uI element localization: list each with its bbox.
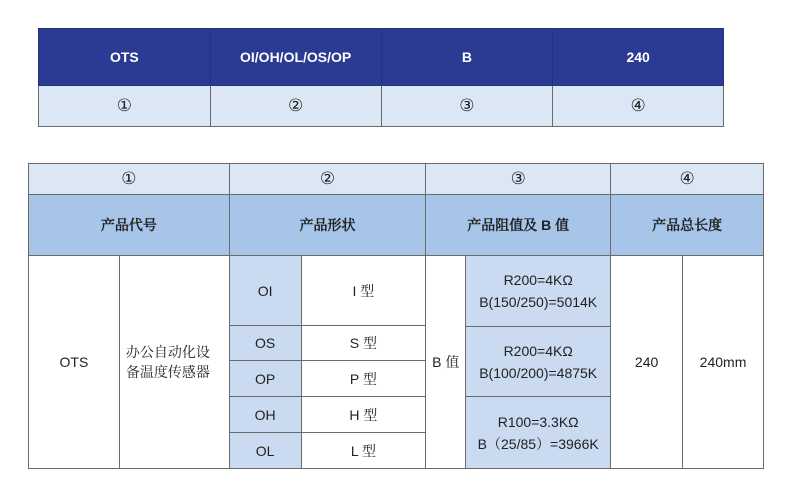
code-number-cell: ① xyxy=(39,86,211,127)
b-value: B(150/250)=5014K xyxy=(479,294,598,310)
spec-number-cell: ③ xyxy=(426,164,611,195)
product-code-desc-cell xyxy=(119,256,229,469)
resistance-cell xyxy=(466,256,611,327)
resistance-value: R200=4KΩ xyxy=(503,272,573,288)
shape-name-cell: S 型 xyxy=(301,326,426,361)
spec-number-cell: ② xyxy=(229,164,426,195)
header-product-shape: 产品形状 xyxy=(229,195,426,256)
b-value-label-cell: B 值 xyxy=(426,256,466,469)
shape-code-cell: OS xyxy=(229,326,301,361)
code-composition-table xyxy=(38,28,724,127)
code-header-cell: OTS xyxy=(39,29,211,86)
shape-name-cell: H 型 xyxy=(301,397,426,433)
spec-number-cell: ① xyxy=(29,164,230,195)
product-code-cell: OTS xyxy=(29,256,120,469)
shape-name-cell: P 型 xyxy=(301,361,426,397)
b-value: B（25/85）=3966K xyxy=(477,435,599,452)
shape-name-cell: I 型 xyxy=(301,256,426,326)
shape-code-cell: OH xyxy=(229,397,301,433)
b-value: B(100/200)=4875K xyxy=(479,364,598,381)
spec-header-row xyxy=(29,195,764,256)
code-number-cell: ② xyxy=(210,86,381,127)
code-header-cell: B xyxy=(381,29,553,86)
resistance-cell xyxy=(466,397,611,469)
header-resistance-b: 产品阻值及 B 值 xyxy=(426,195,611,256)
shape-name-cell: L 型 xyxy=(301,433,426,469)
spec-number-row xyxy=(29,164,764,195)
header-total-length: 产品总长度 xyxy=(611,195,764,256)
code-desc-line: 备温度传感器 xyxy=(125,364,210,380)
code-header-cell: 240 xyxy=(553,29,724,86)
header-product-code: 产品代号 xyxy=(29,195,230,256)
product-spec-table xyxy=(28,163,764,469)
code-number-cell: ④ xyxy=(553,86,724,127)
code-header-row xyxy=(39,29,724,86)
spec-number-cell: ④ xyxy=(611,164,764,195)
resistance-value: R100=3.3KΩ xyxy=(497,413,579,430)
code-desc-line: 办公自动化设 xyxy=(125,344,210,360)
length-value-cell: 240mm xyxy=(683,256,764,469)
resistance-value: R200=4KΩ xyxy=(503,342,573,359)
code-number-cell: ③ xyxy=(381,86,553,127)
shape-code-cell: OL xyxy=(229,433,301,469)
shape-code-cell: OP xyxy=(229,361,301,397)
code-header-cell: OI/OH/OL/OS/OP xyxy=(210,29,381,86)
spec-row-oi xyxy=(29,256,764,326)
length-code-cell: 240 xyxy=(611,256,683,469)
shape-code-cell: OI xyxy=(229,256,301,326)
resistance-cell xyxy=(466,327,611,397)
code-number-row xyxy=(39,86,724,127)
